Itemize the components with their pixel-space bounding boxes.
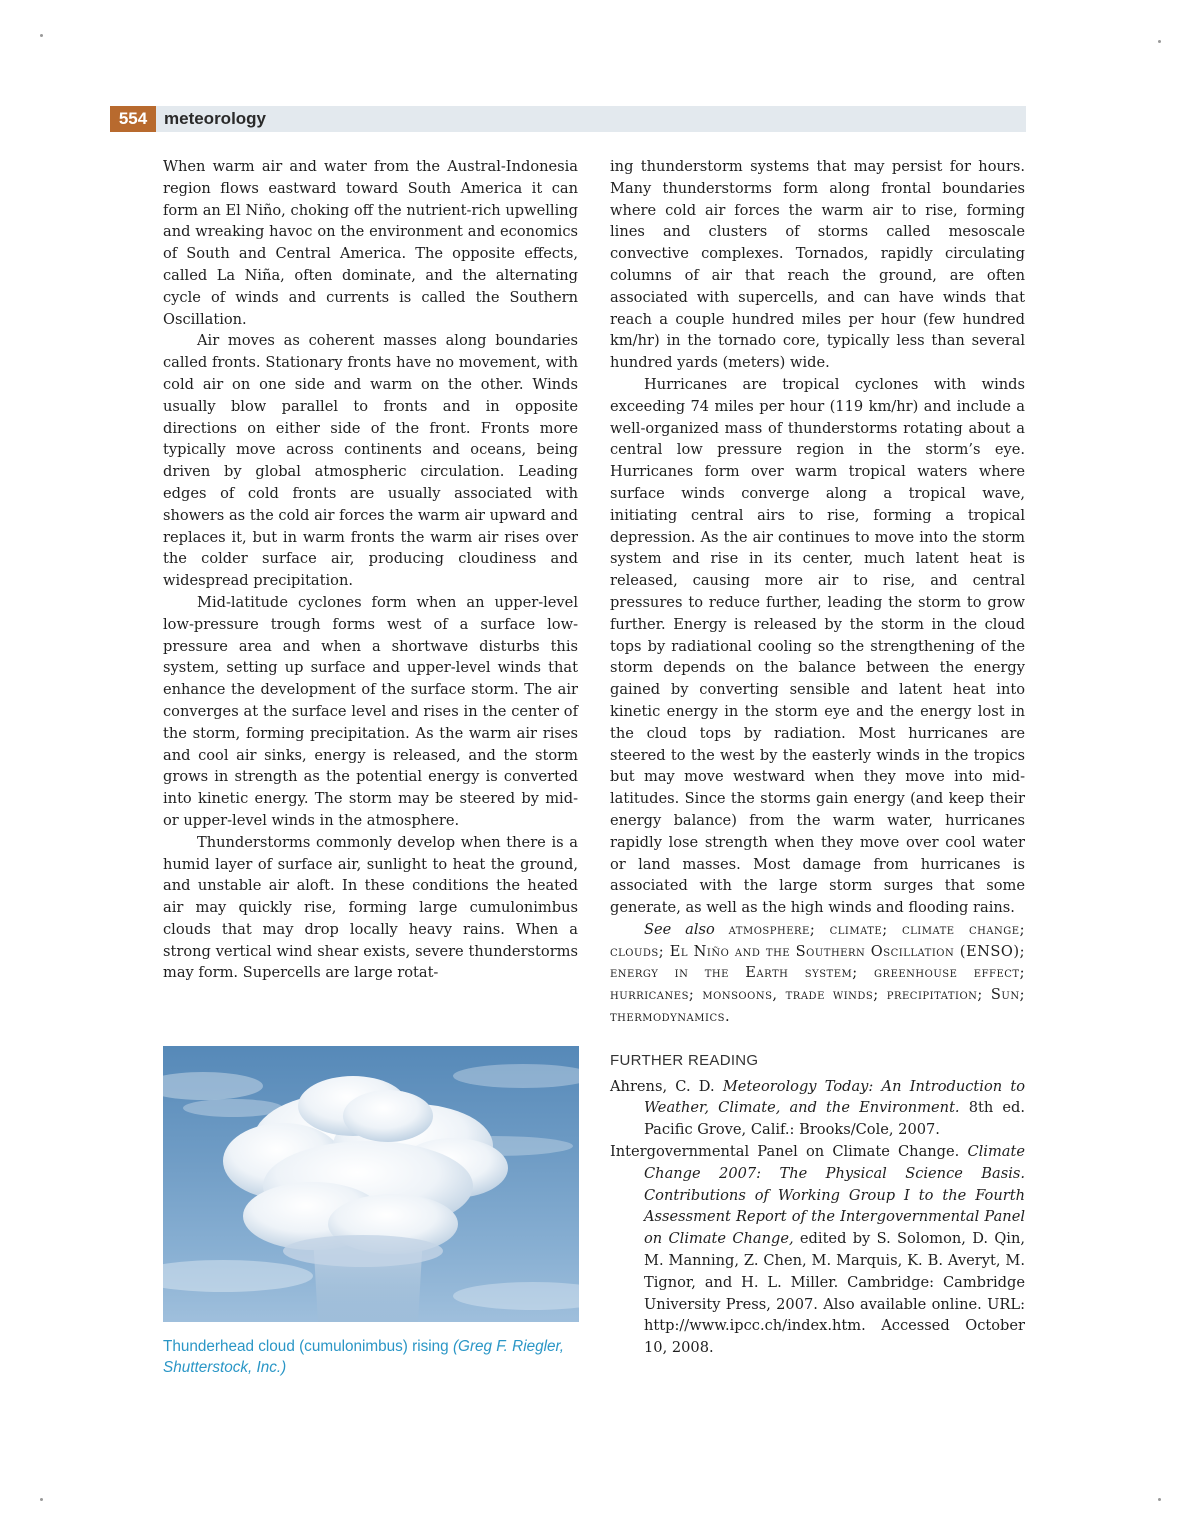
reference-author: Ahrens, C. D. — [610, 1077, 715, 1095]
see-also — [610, 919, 1025, 1028]
reference-title: Meteorology Today: An Introduction to Weather, Climate, and the Environment. — [644, 1077, 1026, 1117]
thunderhead-cloud-photo — [163, 1046, 579, 1322]
crop-mark — [1158, 1498, 1161, 1501]
body-paragraph: Thunderstorms commonly develop when there is a humid layer of surface air, sunlight to heat the ground, and unstable air aloft. In these conditions the heated air may quickly rise, forming large cumulonimbus clouds that may drop locally heavy rains. When a strong vertical wind shear exists, severe thunderstorms may form. Supercells are large rotat- — [163, 833, 578, 982]
body-paragraph: Hurricanes are tropical cyclones with winds exceeding 74 miles per hour (119 km/hr) and include a well-organized mass of thunderstorms rotating about a central low pressure region in the storm’s eye. Hurricanes form over warm tropical waters where surface winds converge along a tropical wave, initiating central airs to rise, forming a tropical depression. As the air continues to move into the storm system and rise in its center, much latent heat is released, causing more air to rise, and central pressures to reduce further, leading the storm to grow further. Energy is released by the storm in the cloud tops by radiational cooling so the strengthening of the storm depends on the balance between the energy gained by converting sensible and latent heat into kinetic energy in the storm eye and the energy lost in the cloud tops by radiation. Most hurricanes are steered to the west by the easterly winds in the tropics but may move westward when they move into mid-latitudes. Since the storms gain energy (and keep their energy balance) from the warm water, hurricanes rapidly lose strength when they move over cool water or land masses. Most damage from hurricanes is associated with the large storm surges that some generate, as well as the high winds and flooding rains. — [610, 375, 1025, 917]
body-paragraph: Mid-latitude cyclones form when an upper-level low-pressure trough forms west of a surface low-pressure area and when a shortwave disturbs this system, setting up surface and upper-level winds that enhance the development of the surface storm. The air converges at the surface level and rises in the center of the storm, forming precipitation. As the warm air rises and cool air sinks, energy is released, and the storm grows in strength as the potential energy is converted into kinetic energy. The storm may be steered by mid- or upper-level winds in the atmosphere. — [163, 593, 578, 829]
left-column — [163, 156, 578, 984]
see-also-links: atmosphere; climate; climate change; clouds; El Niño and the Southern Oscillation (ENSO); energy in the Earth system; greenhouse effect; hurricanes; monsoons, trade winds; precipitation; Sun; thermodynamics. — [610, 920, 1026, 1026]
body-paragraph: Air moves as coherent masses along boundaries called fronts. Stationary fronts have no movement, with cold air on one side and warm on the other. Winds usually blow parallel to fronts and in opposite directions on either side of the front. Fronts more typically move across continents and oceans, being driven by global atmospheric circulation. Leading edges of cold fronts are usually associated with showers as the cold air forces the warm air upward and replaces it, but in warm fronts the warm air rises over the colder surface air, producing cloudiness and widespread precipitation. — [163, 332, 578, 590]
reference-entry — [610, 1076, 1025, 1141]
crop-mark — [40, 34, 43, 37]
figure-caption — [163, 1336, 583, 1378]
see-also-lead: See also — [644, 920, 715, 938]
further-reading-heading: FURTHER READING — [610, 1051, 759, 1069]
reference-title: Climate Change 2007: The Physical Science Basis. Contributions of Working Group I to the Fourth Assessment Report of the Intergovernmental Panel on Climate Change, — [644, 1143, 1026, 1248]
cloud-illustration — [163, 1046, 579, 1322]
reference-entry — [610, 1141, 1025, 1359]
caption-credit: (Greg F. Riegler, Shutterstock, Inc.) — [163, 1338, 565, 1376]
caption-text: Thunderhead cloud (cumulonimbus) rising — [163, 1338, 449, 1355]
reference-details: edited by S. Solomon, D. Qin, M. Manning, Z. Chen, M. Marquis, K. B. Averyt, M. Tignor, and H. L. Miller. Cambridge: Cambridge University Press, 2007. Also available online. URL: http://www.ipcc.ch/index.htm. Accessed October 10, 2008. — [644, 1230, 1025, 1357]
page-number: 554 — [110, 106, 156, 132]
body-paragraph: ing thunderstorm systems that may persist for hours. Many thunderstorms form along frontal boundaries where cold air forces the warm air to rise, forming lines and clusters of storms called mesoscale convective complexes. Tornados, rapidly circulating columns of air that reach the ground, are often associated with supercells, and can have winds that reach a couple hundred miles per hour (few hundred km/hr) in the tornado core, typically less than several hundred yards (meters) wide. — [610, 158, 1025, 372]
right-column — [610, 156, 1025, 1359]
running-head-title: meteorology — [164, 109, 267, 128]
reference-author: Intergovernmental Panel on Climate Change. — [610, 1143, 960, 1161]
body-paragraph: When warm air and water from the Austral-Indonesia region flows eastward toward South America it can form an El Niño, choking off the nutrient-rich upwelling and wreaking havoc on the environment and economics of South and Central America. The opposite effects, called La Niña, often dominate, and the alternating cycle of winds and currents is called the Southern Oscillation. — [163, 158, 578, 328]
crop-mark — [40, 1498, 43, 1501]
crop-mark — [1158, 40, 1161, 43]
reference-details: 8th ed. Pacific Grove, Calif.: Brooks/Cole, 2007. — [644, 1099, 1025, 1139]
